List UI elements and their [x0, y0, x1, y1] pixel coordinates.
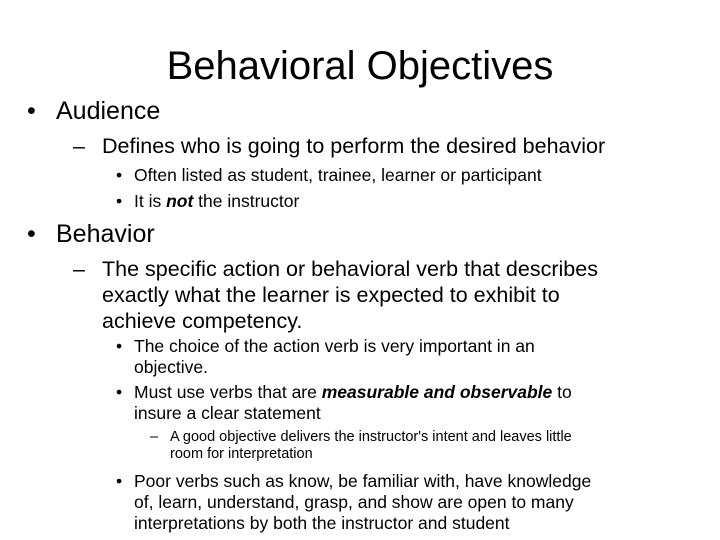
bullet-dot-icon: •	[116, 165, 123, 185]
audience-definition: Defines who is going to perform the desired behavior	[102, 134, 606, 158]
behavior-definition-line-1: The specific action or behavioral verb that describes	[102, 257, 598, 281]
bullet-dot-icon: •	[116, 336, 123, 356]
bullet-dot-icon: •	[27, 220, 36, 248]
audience-heading: Audience	[56, 97, 161, 125]
dash-icon: –	[73, 134, 85, 158]
poor-line-3: interpretations by both the instructor and student	[134, 513, 510, 533]
behavior-definition-line-2: exactly what the learner is expected to exhibit to	[102, 283, 560, 307]
emphasis-not: not	[166, 191, 194, 211]
must-line-1: Must use verbs that are measurable and observable to	[134, 382, 572, 402]
bullet-dot-icon: •	[116, 471, 123, 491]
poor-line-2: of, learn, understand, grasp, and show are open to many	[134, 492, 574, 512]
bullet-dot-icon: •	[116, 191, 123, 211]
good-line-1: A good objective delivers the instructor's intent and leaves little	[170, 429, 572, 445]
audience-sub-often: Often listed as student, trainee, learner or participant	[134, 165, 542, 185]
dash-icon: –	[73, 257, 85, 281]
behavior-heading: Behavior	[56, 220, 155, 248]
choice-line-2: objective.	[134, 357, 208, 377]
slide-title: Behavioral Objectives	[166, 44, 554, 88]
poor-line-1: Poor verbs such as know, be familiar with, have knowledge	[134, 471, 592, 491]
audience-sub-not-instructor: It is not the instructor	[134, 191, 300, 211]
emphasis-measurable: measurable and observable	[321, 382, 553, 402]
behavior-definition-line-3: achieve competency.	[102, 309, 303, 333]
bullet-dot-icon: •	[27, 97, 36, 125]
must-line-2: insure a clear statement	[134, 403, 321, 423]
good-line-2: room for interpretation	[170, 446, 313, 462]
bullet-dot-icon: •	[116, 382, 123, 402]
dash-icon: –	[150, 429, 159, 445]
choice-line-1: The choice of the action verb is very important in an	[134, 336, 535, 356]
